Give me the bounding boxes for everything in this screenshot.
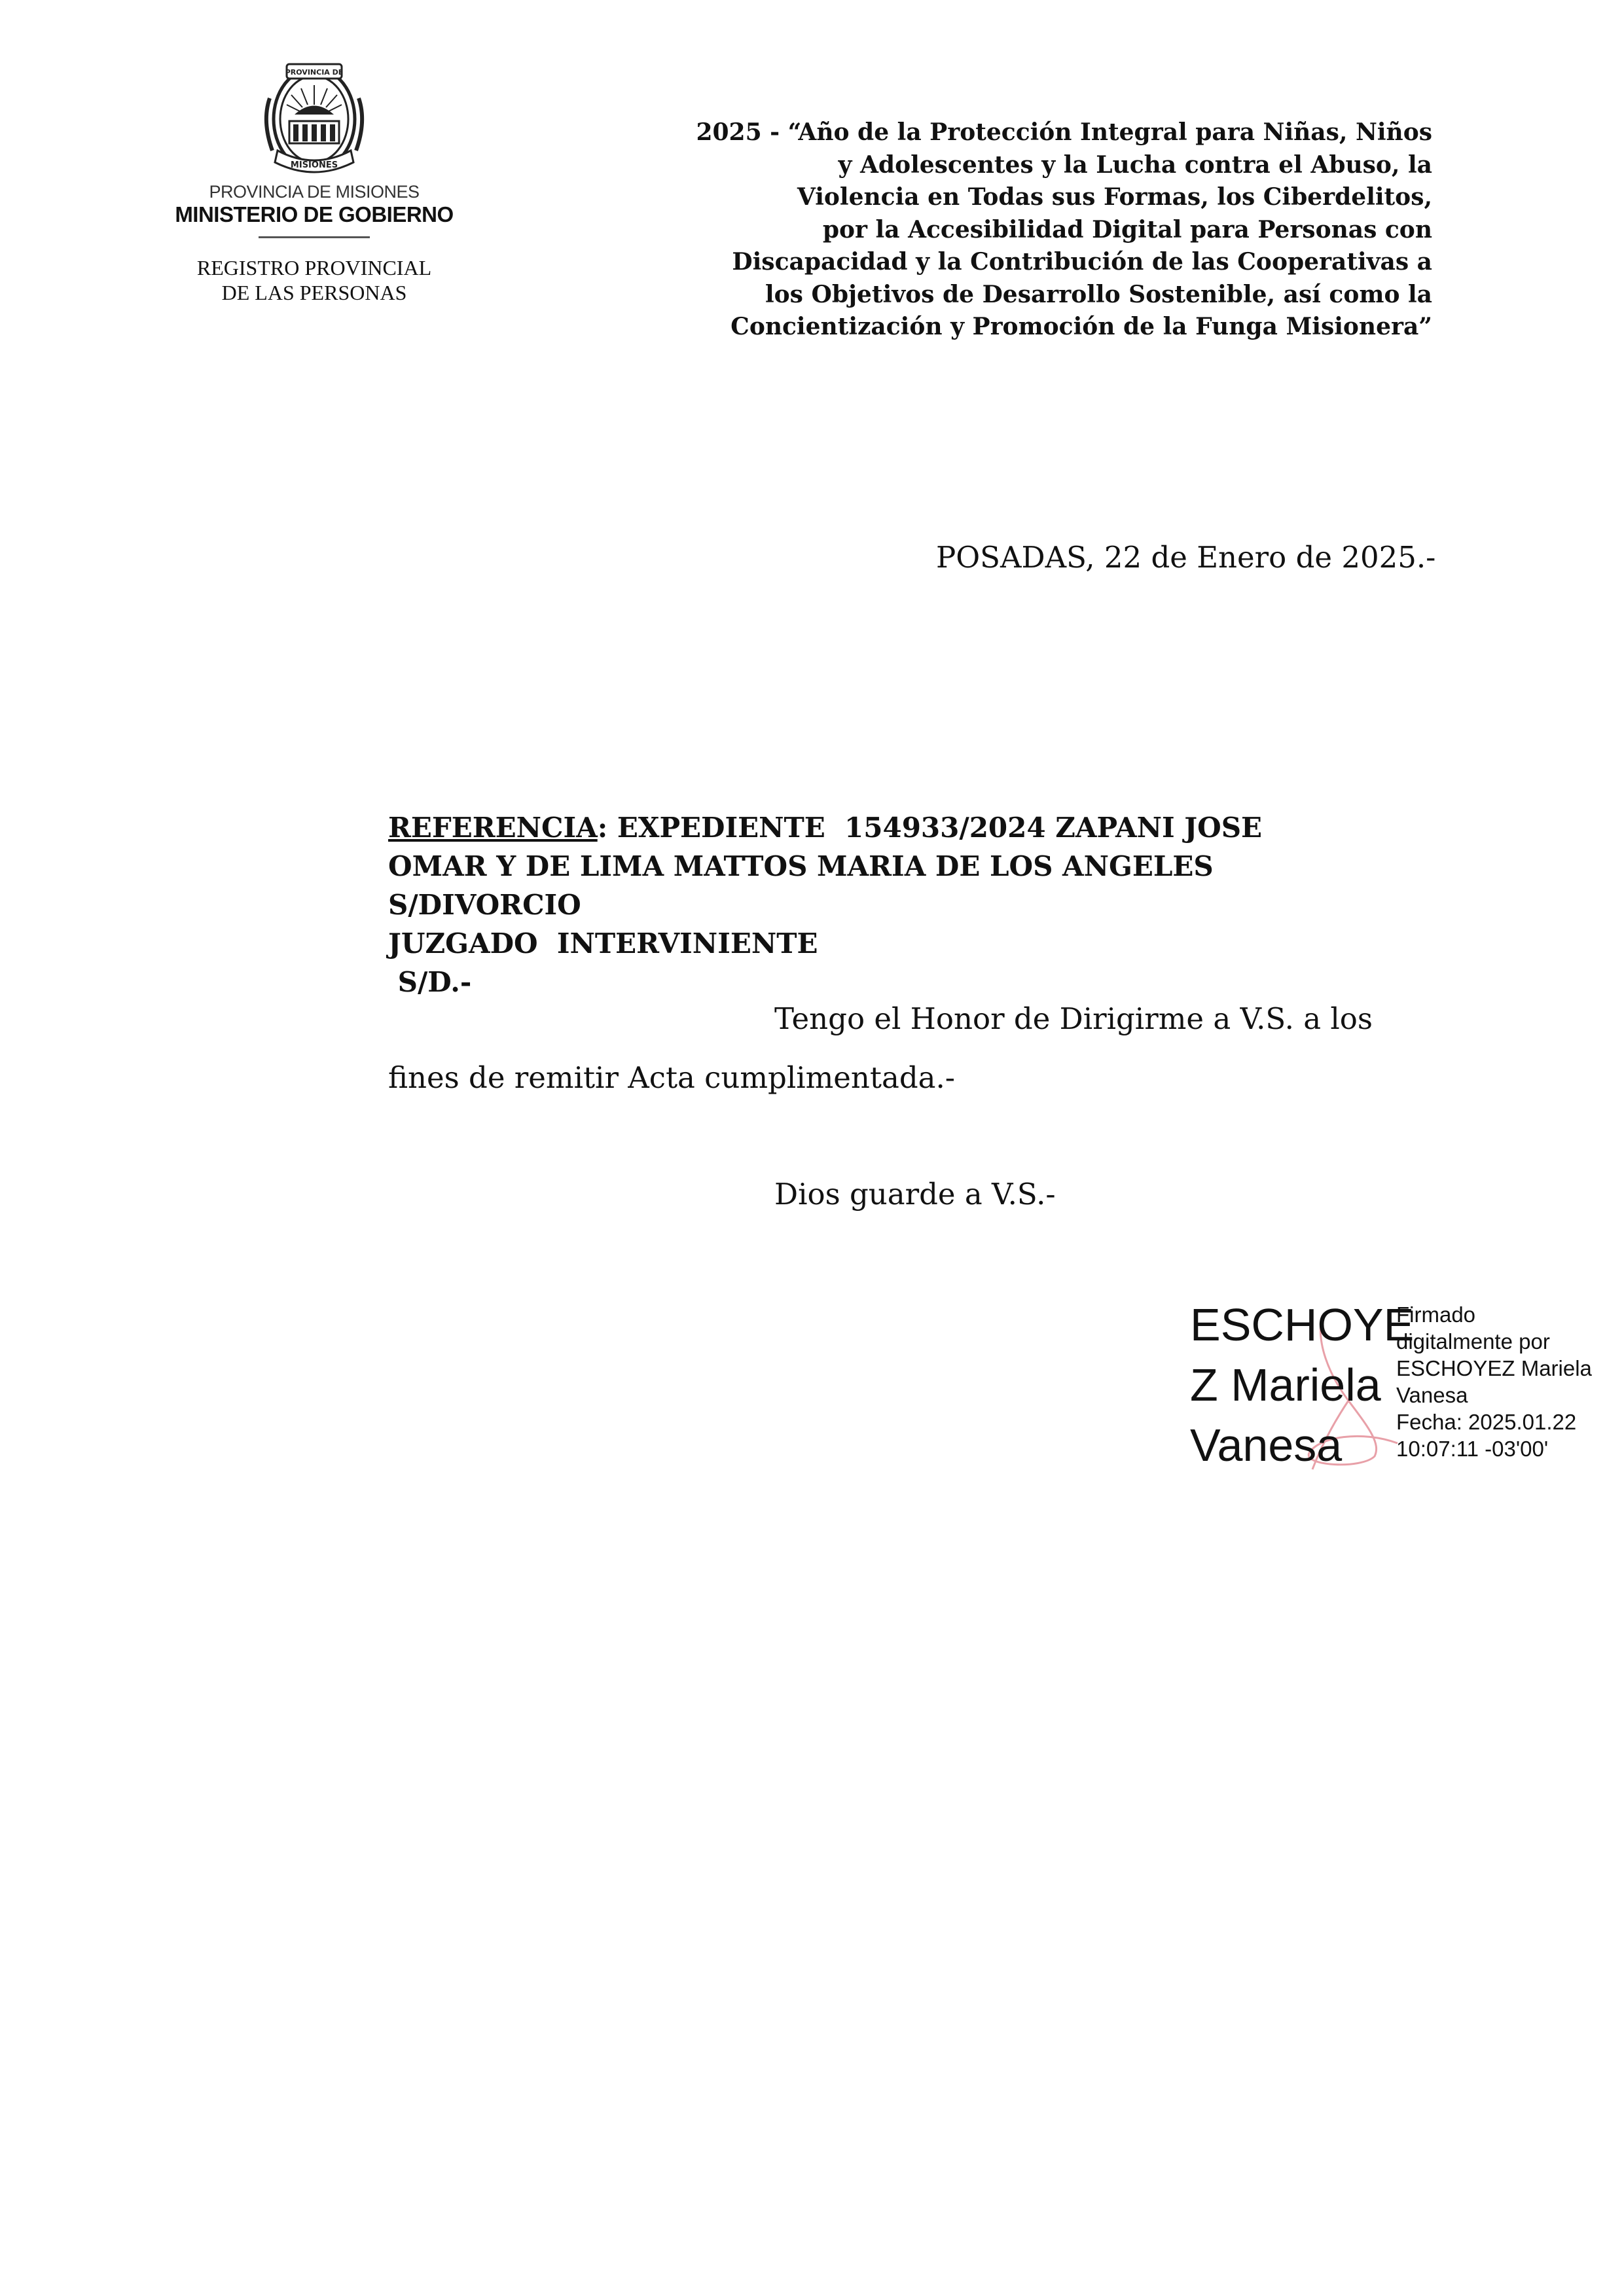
seal-bottom-text: MISIONES <box>290 160 338 170</box>
motto-line: 2025 - “Año de la Protección Integral para Niñas, Niños <box>696 118 1432 146</box>
signature-detail-line: Vanesa <box>1396 1383 1468 1407</box>
signer-name-line: ESCHOYE <box>1190 1299 1415 1350</box>
reference-block <box>388 808 1262 1001</box>
reference-line-2: OMAR Y DE LIMA MATTOS MARIA DE LOS ANGELES <box>388 850 1214 882</box>
header-divider <box>259 236 370 238</box>
reference-expediente: : EXPEDIENTE 154933/2024 ZAPANI JOSE <box>597 812 1263 844</box>
motto-line: por la Accesibilidad Digital para Personas con <box>822 215 1432 243</box>
signature-detail-line: 10:07:11 -03'00' <box>1396 1437 1549 1461</box>
signer-name-line: Vanesa <box>1190 1420 1343 1471</box>
reference-line-1 <box>388 808 1262 847</box>
registry-line-1: REGISTRO PROVINCIAL <box>196 256 432 279</box>
reference-line-5: S/D.- <box>388 966 472 998</box>
ministry-name: MINISTERIO DE GOBIERNO <box>175 202 454 226</box>
motto-line: los Objetivos de Desarrollo Sostenible, así como la <box>765 280 1432 308</box>
year-motto <box>614 117 1432 344</box>
document-date: POSADAS, 22 de Enero de 2025.- <box>936 540 1436 575</box>
closing-formula: Dios guarde a V.S.- <box>774 1177 1056 1211</box>
body-paragraph-line-1: Tengo el Honor de Dirigirme a V.S. a los <box>774 1001 1373 1036</box>
motto-line: Discapacidad y la Contribución de las Cooperativas a <box>732 248 1432 276</box>
signature-detail-line: digitalmente por <box>1396 1329 1550 1354</box>
signature-detail-line: Fecha: 2025.01.22 <box>1396 1410 1577 1434</box>
signer-name-line: Z Mariela <box>1190 1359 1381 1410</box>
reference-line-3: S/DIVORCIO <box>388 889 581 921</box>
province-name: PROVINCIA DE MISIONES <box>209 182 420 202</box>
signer-name <box>1190 1295 1414 1475</box>
motto-line: Violencia en Todas sus Formas, los Ciberdelitos, <box>797 183 1432 211</box>
letterhead <box>144 59 484 305</box>
registry-line-2: DE LAS PERSONAS <box>221 281 407 304</box>
reference-line-4: JUZGADO INTERVINIENTE <box>388 927 818 960</box>
body-paragraph-line-2: fines de remitir Acta cumplimentada.- <box>388 1060 955 1095</box>
signature-details <box>1396 1301 1592 1462</box>
motto-line: y Adolescentes y la Lucha contra el Abuso, la <box>838 151 1432 179</box>
motto-line: Concientización y Promoción de la Funga Misionera” <box>731 313 1432 340</box>
signature-detail-line: ESCHOYEZ Mariela <box>1396 1356 1592 1380</box>
provincial-coat-of-arms-icon <box>255 59 373 177</box>
reference-label: REFERENCIA <box>388 812 598 844</box>
seal-top-text: PROVINCIA DE <box>285 68 344 77</box>
signature-detail-line: Firmado <box>1396 1302 1476 1327</box>
